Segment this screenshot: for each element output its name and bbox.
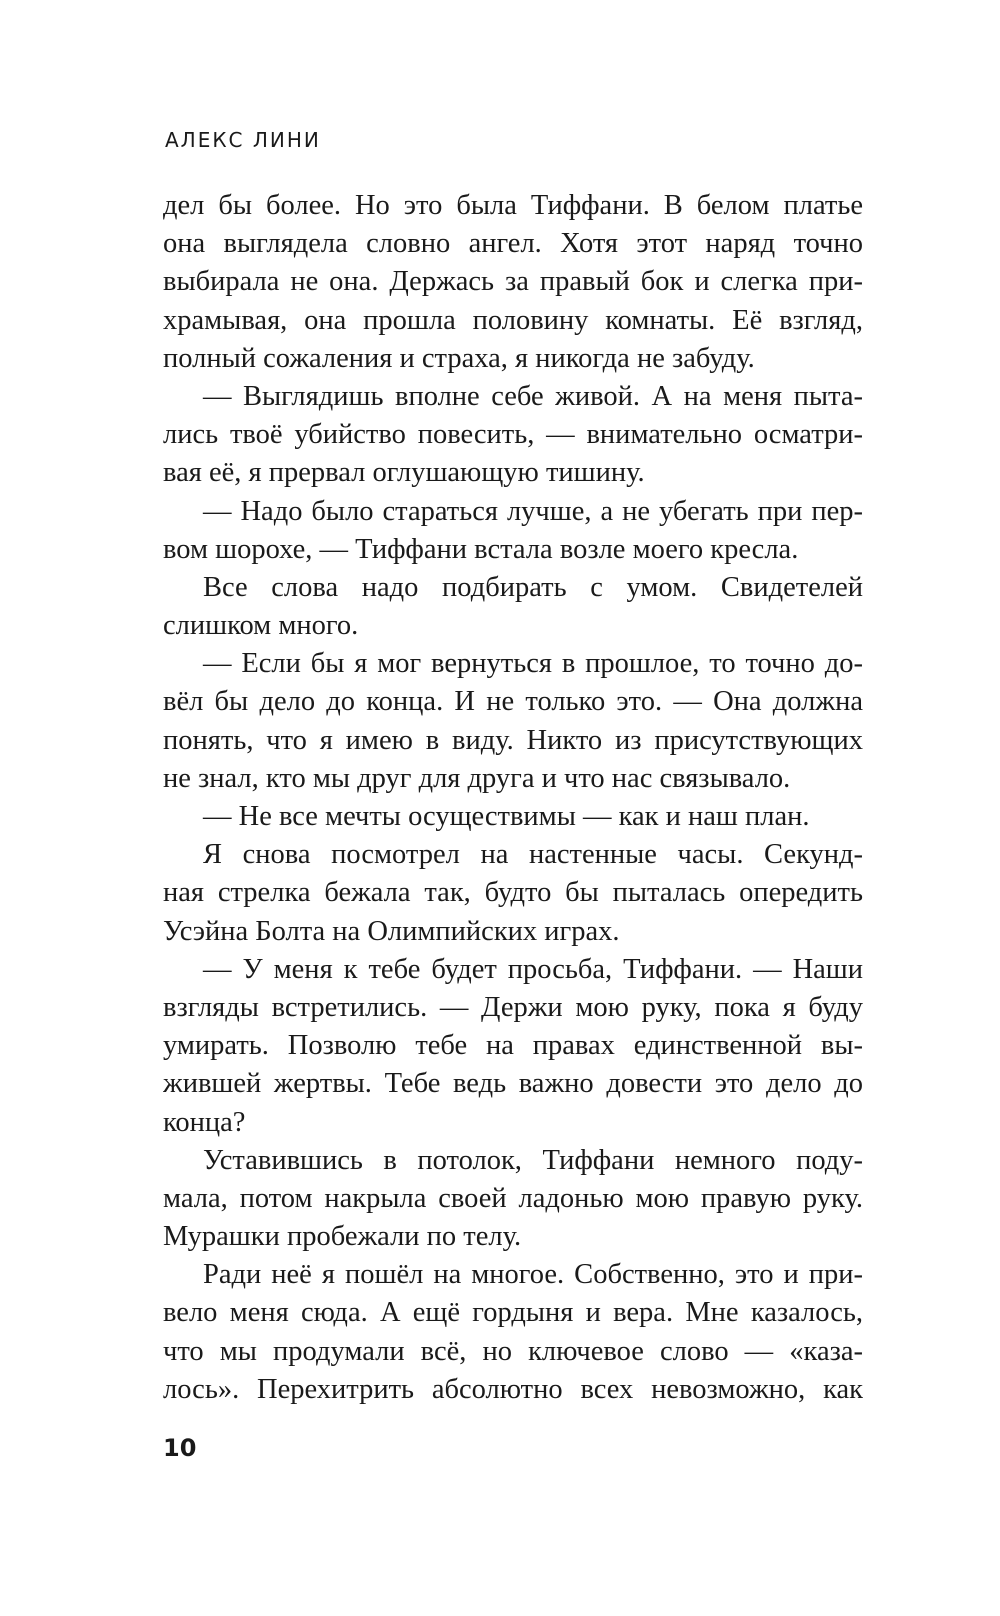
text-line: что мы продумали всё, но ключевое слово — «каза- [163,1335,863,1367]
text-line: — Выглядишь вполне себе живой. А на меня пыта- [203,380,863,412]
body-text [163,187,863,1409]
page-number: 10 [163,1434,197,1462]
text-line: вёл бы дело до конца. И не только это. — Она должна [163,686,863,718]
text-line: — Если бы я мог вернуться в прошлое, то точно до- [203,648,863,680]
text-line: полный сожаления и страха, я никогда не забуду. [163,342,755,374]
text-line: лось». Перехитрить абсолютно всех невозможно, как [163,1373,863,1405]
text-line: лись твоё убийство повесить, — внимательно осматри- [163,419,863,451]
text-line: Уставившись в потолок, Тиффани немного поду- [203,1144,863,1176]
text-line: дел бы более. Но это была Тиффани. В белом платье [163,190,863,221]
text-line: конца? [163,1106,246,1138]
text-line: — Не все мечты осуществимы — как и наш план. [203,801,810,832]
text-line: выбирала не она. Держась за правый бок и слегка при- [163,266,863,298]
text-line: — Надо было стараться лучше, а не убегать при пер- [203,495,863,527]
text-line: жившей жертвы. Тебе ведь важно довести это дело до [163,1068,863,1100]
text-line: она выглядела словно ангел. Хотя этот наряд точно [163,228,863,260]
text-line: вом шорохе, — Тиффани встала возле моего кресла. [163,533,799,565]
text-line: слишком много. [163,610,359,642]
text-line: Усэйна Болта на Олимпийских играх. [163,915,620,947]
text-line: умирать. Позволю тебе на правах единственной вы- [163,1030,863,1062]
text-line: Все слова надо подбирать с умом. Свидетелей [203,571,863,603]
text-line: Я снова посмотрел на настенные часы. Секунд- [203,839,863,871]
text-line: мала, потом накрыла своей ладонью мою правую руку. [163,1182,863,1214]
text-line: взгляды встретились. — Держи мою руку, пока я буду [163,991,863,1023]
text-line: ная стрелка бежала так, будто бы пыталась опередить [163,877,863,909]
text-line: понять, что я имею в виду. Никто из присутствующих [163,724,863,756]
running-head-author: АЛЕКС ЛИНИ [165,128,321,152]
text-line: Ради неё я пошёл на многое. Собственно, это и при- [203,1259,863,1291]
text-line: храмывая, она прошла половину комнаты. Её взгляд, [163,304,863,336]
text-line: Мурашки пробежали по телу. [163,1221,522,1253]
text-line: вая её, я прервал оглушающую тишину. [163,457,645,489]
text-line: — У меня к тебе будет просьба, Тиффани. — Наши [203,953,863,985]
text-line: не знал, кто мы друг для друга и что нас связывало. [163,762,791,794]
text-line: вело меня сюда. А ещё гордыня и вера. Мне казалось, [163,1297,863,1329]
